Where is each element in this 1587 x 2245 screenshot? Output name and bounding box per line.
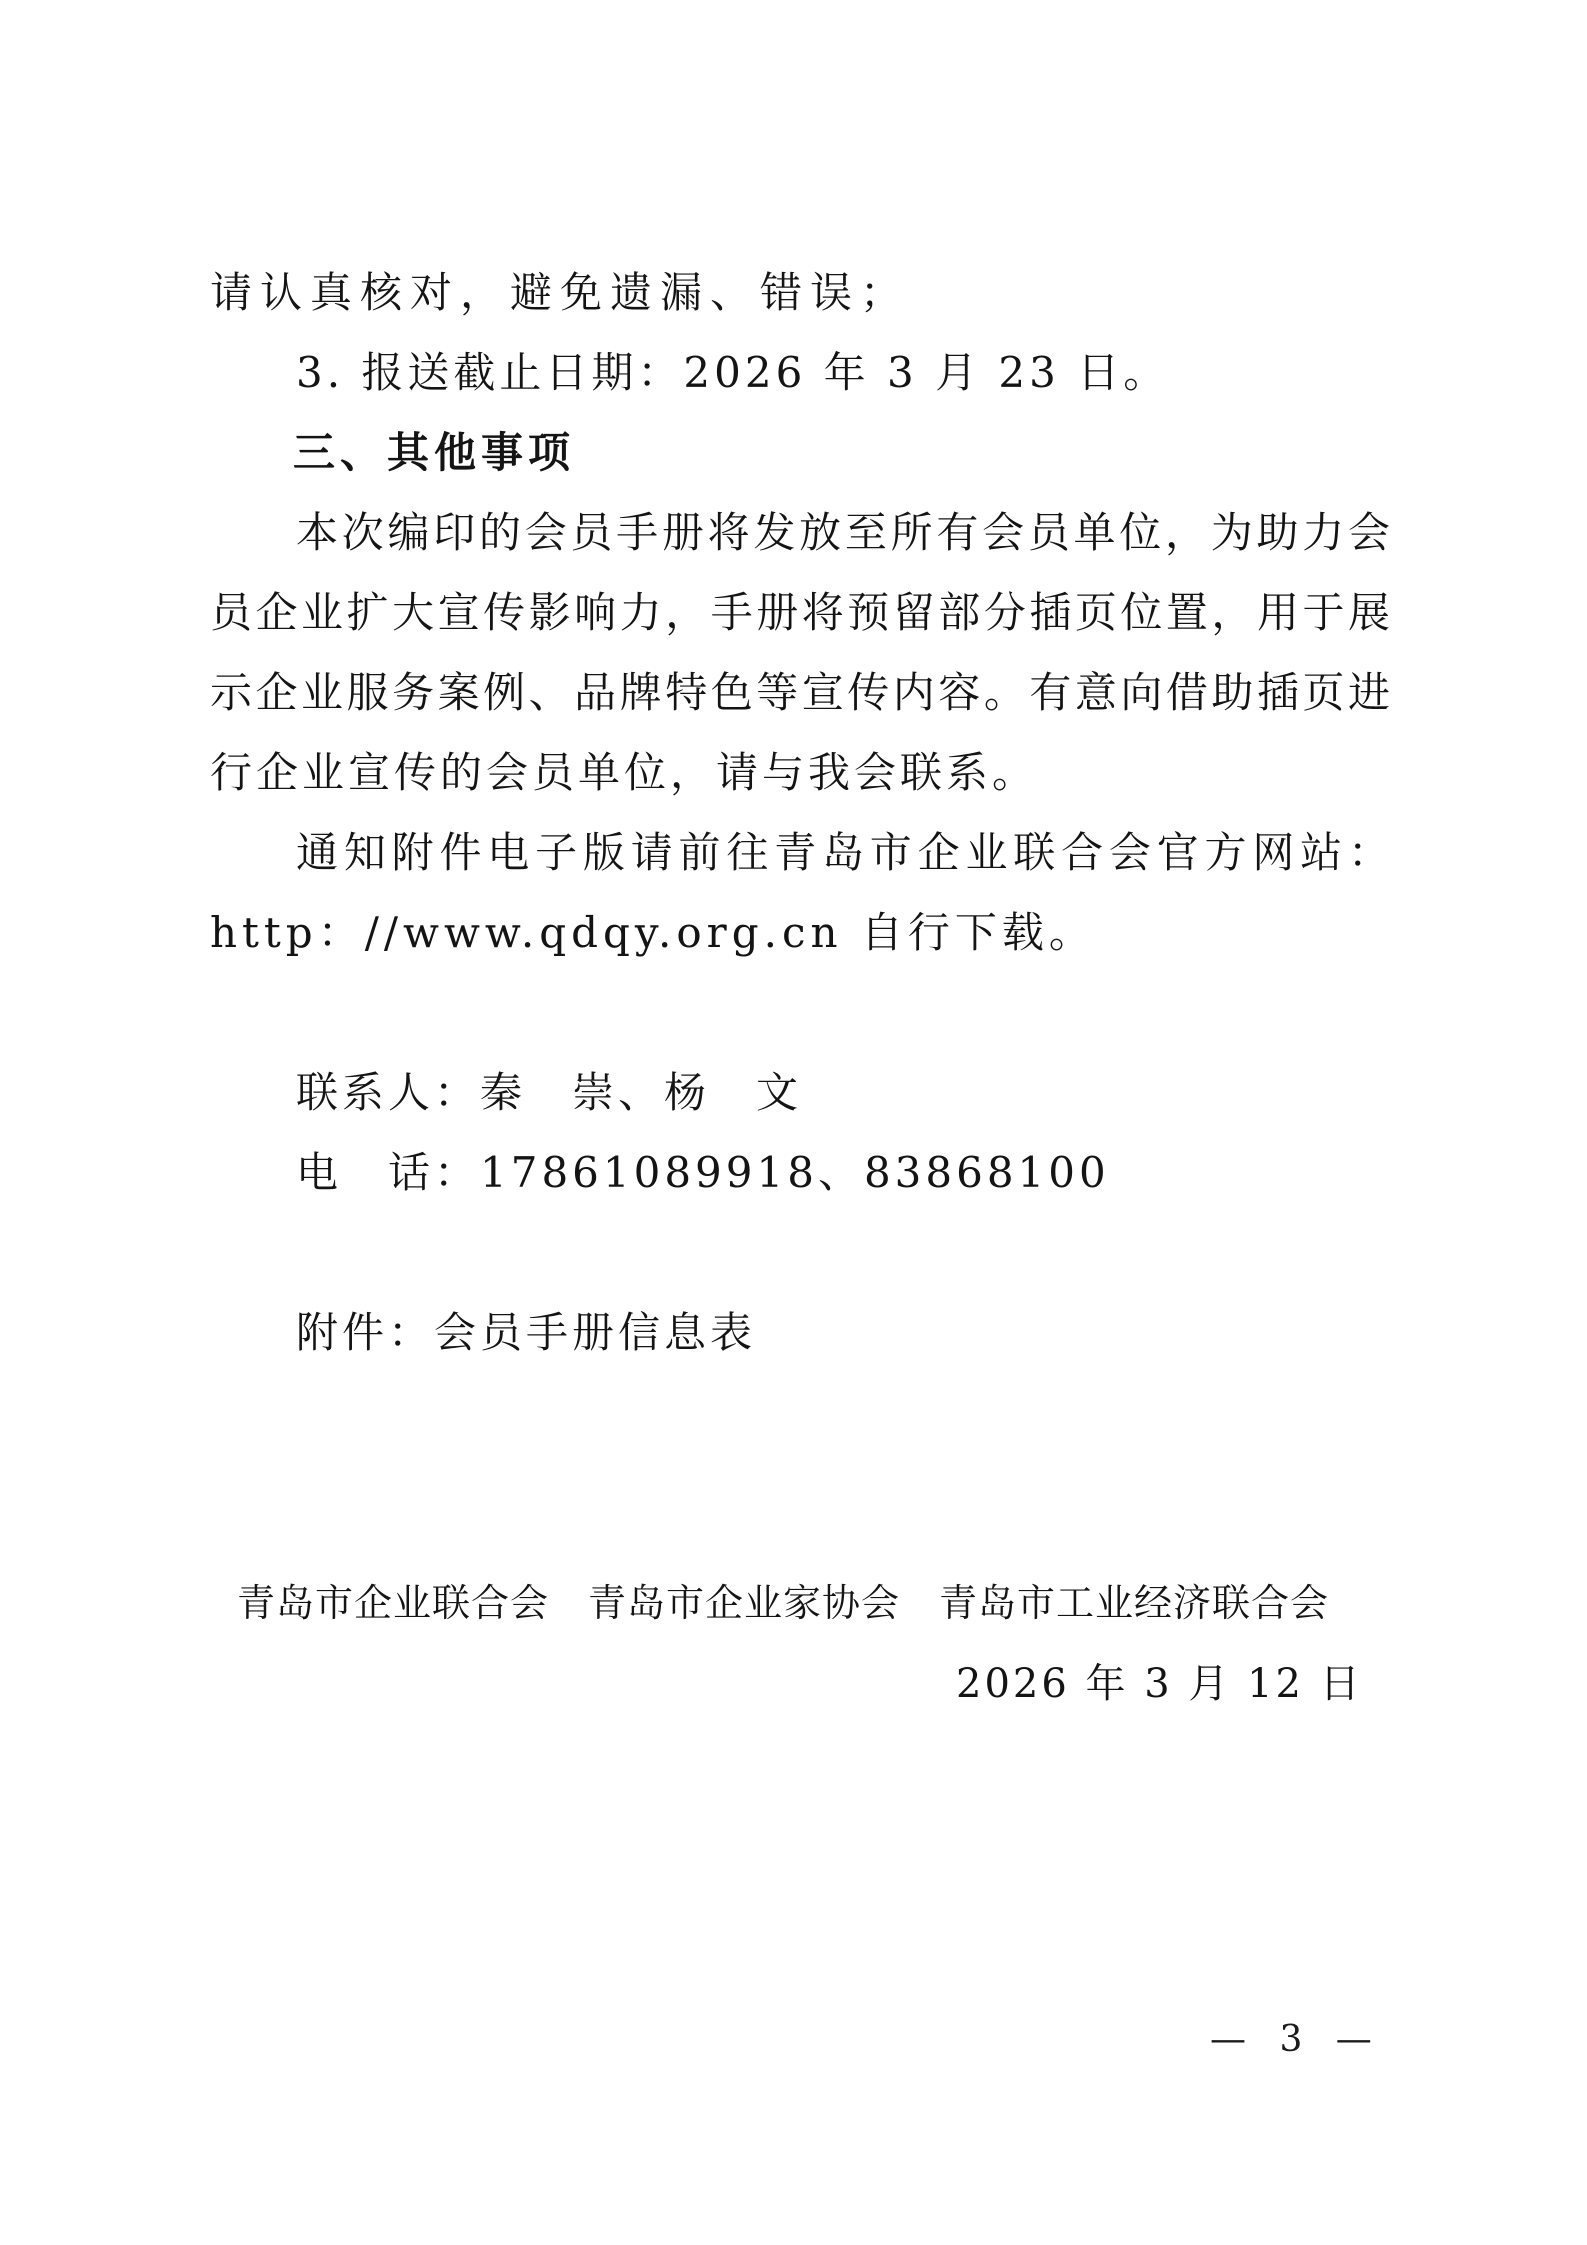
other-items-paragraph-line: 示企业服务案例、品牌特色等宣传内容。有意向借助插页进 [210,668,1390,717]
website-url-line: http：//www.qdqy.org.cn 自行下载。 [210,908,1096,957]
other-items-paragraph-line: 员企业扩大宣传影响力，手册将预留部分插页位置，用于展 [210,588,1390,637]
other-items-paragraph-line: 本次编印的会员手册将发放至所有会员单位，为助力会 [296,508,1390,557]
paragraph-continuation-line: 请认真核对，避免遗漏、错误； [210,268,911,317]
download-notice-line: 通知附件电子版请前往青岛市企业联合会官方网站： [296,828,1390,877]
attachment-note-line: 附件：会员手册信息表 [296,1308,757,1357]
other-items-paragraph-line: 行企业宣传的会员单位，请与我会联系。 [210,748,1039,797]
contact-person-line: 联系人：秦 崇、杨 文 [296,1068,803,1117]
deadline-item-line: 3. 报送截止日期：2026 年 3 月 23 日。 [296,348,1170,397]
page-number: — 3 — [1210,2019,1374,2060]
contact-phone-line: 电 话：17861089918、83868100 [296,1148,1110,1197]
issuer-organizations: 青岛市企业联合会 青岛市企业家协会 青岛市工业经济联合会 [237,1581,1330,1625]
issue-date: 2026 年 3 月 12 日 [956,1661,1363,1707]
section-heading: 三、其他事项 [293,429,576,476]
